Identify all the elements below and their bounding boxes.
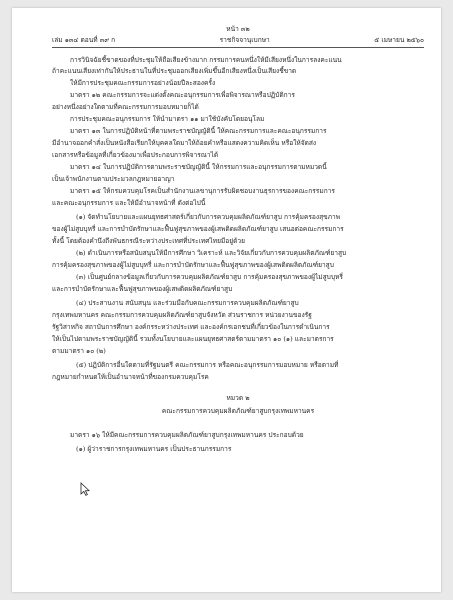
paragraph-line: ให้เป็นไปตามพระราชบัญญัตินี้ รวมทั้งนโยบายและแผนยุทธศาสตร์ตามมาตรา ๑๐ (๑) และมาตรการ — [52, 335, 334, 343]
clause-2: (๒) ดำเนินการหรือสนับสนุนให้มีการศึกษา วิเคราะห์ และวิจัยเกี่ยวกับการควบคุมผลิตภัณฑ์ยาสูบ — [76, 249, 347, 257]
paragraph-line: รัฐวิสาหกิจ สถาบันการศึกษา องค์กรระหว่างประเทศ และองค์กรเอกชนที่เกี่ยวข้องในการดำเนินการ — [52, 323, 330, 331]
paragraph-line: และการบำบัดรักษาและฟื้นฟูสุขภาพของผู้เสพติดผลิตภัณฑ์ยาสูบ — [52, 285, 233, 293]
paragraph-line: ตามมาตรา ๑๐ (๒) — [52, 347, 106, 355]
paragraph-line: การวินิจฉัยชี้ขาดของที่ประชุมให้ถือเสียงข้างมาก กรรมการคนหนึ่งให้มีเสียงหนึ่งในการลงคะแนน — [70, 56, 342, 64]
section-13: มาตรา ๑๓ ในการปฏิบัติหน้าที่ตามพระราชบัญญัตินี้ ให้คณะกรรมการและคณะอนุกรรมการ — [70, 127, 327, 135]
paragraph-line: กฎหมายกำหนดให้เป็นอำนาจหน้าที่ของกรมควบคุมโรค — [52, 373, 209, 381]
paragraph-line: และคณะอนุกรรมการ และให้มีอำนาจหน้าที่ ดังต่อไปนี้ — [52, 199, 206, 207]
clause-1: (๑) ผู้ว่าราชการกรุงเทพมหานคร เป็นประธานกรรมการ — [76, 445, 232, 453]
section-15: มาตรา ๑๕ ให้กรมควบคุมโรคเป็นสำนักงานเลขานุการรับผิดชอบงานธุรการของคณะกรรมการ — [70, 187, 335, 195]
clause-1: (๑) จัดทำนโยบายและแผนยุทธศาสตร์เกี่ยวกับการควบคุมผลิตภัณฑ์ยาสูบ การคุ้มครองสุขภาพ — [76, 213, 341, 221]
section-14: มาตรา ๑๔ ในการปฏิบัติการตามพระราชบัญญัตินี้ ให้กรรมการและอนุกรรมการตามหมวดนี้ — [70, 163, 327, 171]
clause-4: (๔) ประสานงาน สนับสนุน และร่วมมือกับคณะกรรมการควบคุมผลิตภัณฑ์ยาสูบ — [76, 299, 299, 307]
gazette-name: ราชกิจจานุเบกษา — [219, 36, 270, 44]
clause-5: (๕) ปฏิบัติการอื่นใดตามที่รัฐมนตรี คณะกรรมการ หรือคณะอนุกรรมการมอบหมาย หรือตามที่ — [76, 361, 339, 369]
clause-3: (๓) เป็นศูนย์กลางข้อมูลเกี่ยวกับการควบคุมผลิตภัณฑ์ยาสูบ การคุ้มครองสุขภาพของผู้ไม่สูบบุหรี่ — [76, 273, 343, 281]
paragraph-line: มีอำนาจออกคำสั่งเป็นหนังสือเรียกให้บุคคลใดมาให้ถ้อยคำหรือแสดงความคิดเห็น หรือให้จัดส่ง — [52, 139, 317, 147]
paragraph-line: ให้มีการประชุมคณะกรรมการอย่างน้อยปีละสองครั้ง — [70, 79, 216, 87]
document-page — [12, 8, 441, 592]
mouse-cursor-icon — [80, 482, 90, 496]
paragraph-line: ทั้งนี้ โดยต้องคำนึงถึงพันธกรณีระหว่างประเทศที่ประเทศไทยมีอยู่ด้วย — [52, 237, 245, 245]
paragraph-line: การคุ้มครองสุขภาพของผู้ไม่สูบบุหรี่ และการบำบัดรักษาและฟื้นฟูสุขภาพของผู้เสพติดผลิตภัณฑ์ยาสูบ — [52, 261, 334, 269]
gazette-header — [52, 35, 424, 45]
paragraph-line: การประชุมคณะอนุกรรมการ ให้นำมาตรา ๑๑ มาใช้บังคับโดยอนุโลม — [70, 115, 265, 123]
paragraph-line: กรุงเทพมหานคร คณะกรรมการควบคุมผลิตภัณฑ์ยาสูบจังหวัด ส่วนราชการ หน่วยงานของรัฐ — [52, 311, 312, 319]
section-12: มาตรา ๑๒ คณะกรรมการจะแต่งตั้งคณะอนุกรรมการเพื่อพิจารณาหรือปฏิบัติการ — [70, 91, 295, 99]
paragraph-line: อย่างหนึ่งอย่างใดตามที่คณะกรรมการมอบหมายก็ได้ — [52, 103, 199, 111]
page-number: หน้า ๓๒ — [226, 25, 250, 33]
chapter-title: คณะกรรมการควบคุมผลิตภัณฑ์ยาสูบกรุงเทพมหานคร — [161, 407, 315, 415]
volume-issue: เล่ม ๑๓๔ ตอนที่ ๓๙ ก — [52, 36, 116, 44]
header-divider — [52, 47, 424, 48]
section-16: มาตรา ๑๖ ให้มีคณะกรรมการควบคุมผลิตภัณฑ์ยาสูบกรุงเทพมหานคร ประกอบด้วย — [70, 431, 304, 439]
publication-date: ๕ เมษายน ๒๕๖๐ — [374, 36, 424, 44]
paragraph-line: เอกสารหรือข้อมูลที่เกี่ยวข้องมาเพื่อประกอบการพิจารณาได้ — [52, 151, 219, 159]
paragraph-line: ถ้าคะแนนเสียงเท่ากันให้ประธานในที่ประชุมออกเสียงเพิ่มขึ้นอีกเสียงหนึ่งเป็นเสียงชี้ขาด — [52, 67, 297, 75]
paragraph-line: เป็นเจ้าพนักงานตามประมวลกฎหมายอาญา — [52, 175, 175, 183]
paragraph-line: ของผู้ไม่สูบบุหรี่ และการบำบัดรักษาและฟื้นฟูสุขภาพของผู้เสพติดผลิตภัณฑ์ยาสูบ เสนอต่อคณะกรรมการ — [52, 225, 344, 233]
chapter-heading: หมวด ๒ — [226, 394, 250, 402]
